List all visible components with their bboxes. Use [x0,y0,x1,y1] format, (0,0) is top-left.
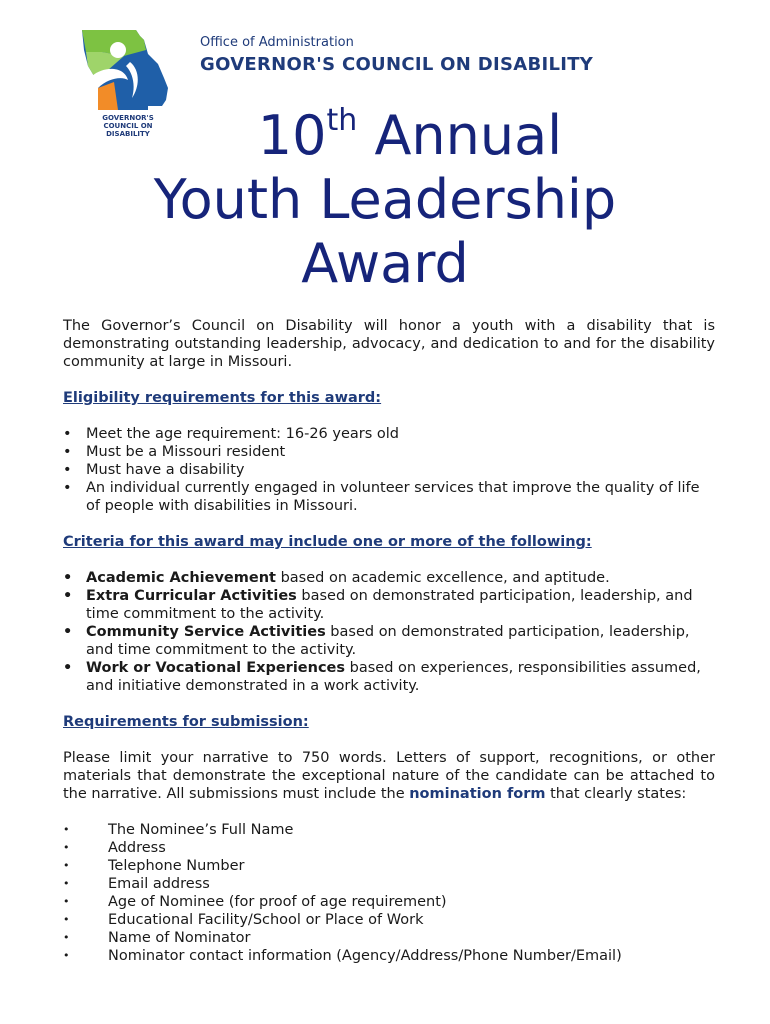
submission-list [63,821,715,965]
title-line-1 [0,104,770,168]
list-item: • Name of Nominator [63,930,251,946]
intro-paragraph: The Governor’s Council on Disability will honor a youth with a disability that is demonstrating outstanding leadership, advocacy, and dedication to and for the disability community at large in Missouri. [63,318,715,370]
list-item: • The Nominee’s Full Name [63,822,294,838]
eligibility-heading: Eligibility requirements for this award: [63,390,382,406]
office-name: Office of Administration [200,35,354,50]
eligibility-list [63,425,715,515]
list-item: • Educational Facility/School or Place of Work [63,912,424,928]
list-item: • Extra Curricular Activities based on demonstrated participation, leadership, and time commitment to the activity. [63,588,693,622]
list-item: • Telephone Number [63,858,245,874]
criteria-heading: Criteria for this award may include one or more of the following: [63,534,592,550]
list-item: • An individual currently engaged in volunteer services that improve the quality of life of people with disabilities in Missouri. [63,480,700,514]
list-item: • Community Service Activities based on demonstrated participation, leadership, and time commitment to the activity. [63,624,690,658]
council-name: GOVERNOR'S COUNCIL ON DISABILITY [200,54,594,75]
submission-heading: Requirements for submission: [63,714,309,730]
list-item: • Academic Achievement based on academic excellence, and aptitude. [63,570,610,586]
title-line-2: Youth Leadership [153,168,617,231]
list-item: • Work or Vocational Experiences based on experiences, responsibilities assumed, and initiative demonstrated in a work activity. [63,660,701,694]
title-number: 10 [257,104,327,167]
missouri-map-icon [78,26,174,116]
list-item: • Nominator contact information (Agency/Address/Phone Number/Email) [63,948,622,964]
nomination-form-link[interactable]: nomination form [409,786,546,802]
title-word: Annual [374,104,563,167]
list-item: • Must have a disability [63,462,245,478]
document-body [63,317,715,965]
page-title [0,104,770,296]
list-item: • Email address [63,876,210,892]
logo-caption: GOVERNOR'S COUNCIL ON DISABILITY [102,114,154,138]
title-suffix: th [326,103,358,138]
list-item: • Address [63,840,166,856]
criteria-list [63,569,715,695]
list-item: • Age of Nominee (for proof of age requirement) [63,894,447,910]
submission-paragraph: Please limit your narrative to 750 words. Letters of support, recognitions, or other materials that demonstrate the exceptional nature of the candidate can be attached to the narrative. All submissions must include the nomination form that clearly states: [63,750,715,802]
list-item: • Meet the age requirement: 16-26 years old [63,426,399,442]
list-item: • Must be a Missouri resident [63,444,286,460]
title-line-3: Award [301,232,469,295]
